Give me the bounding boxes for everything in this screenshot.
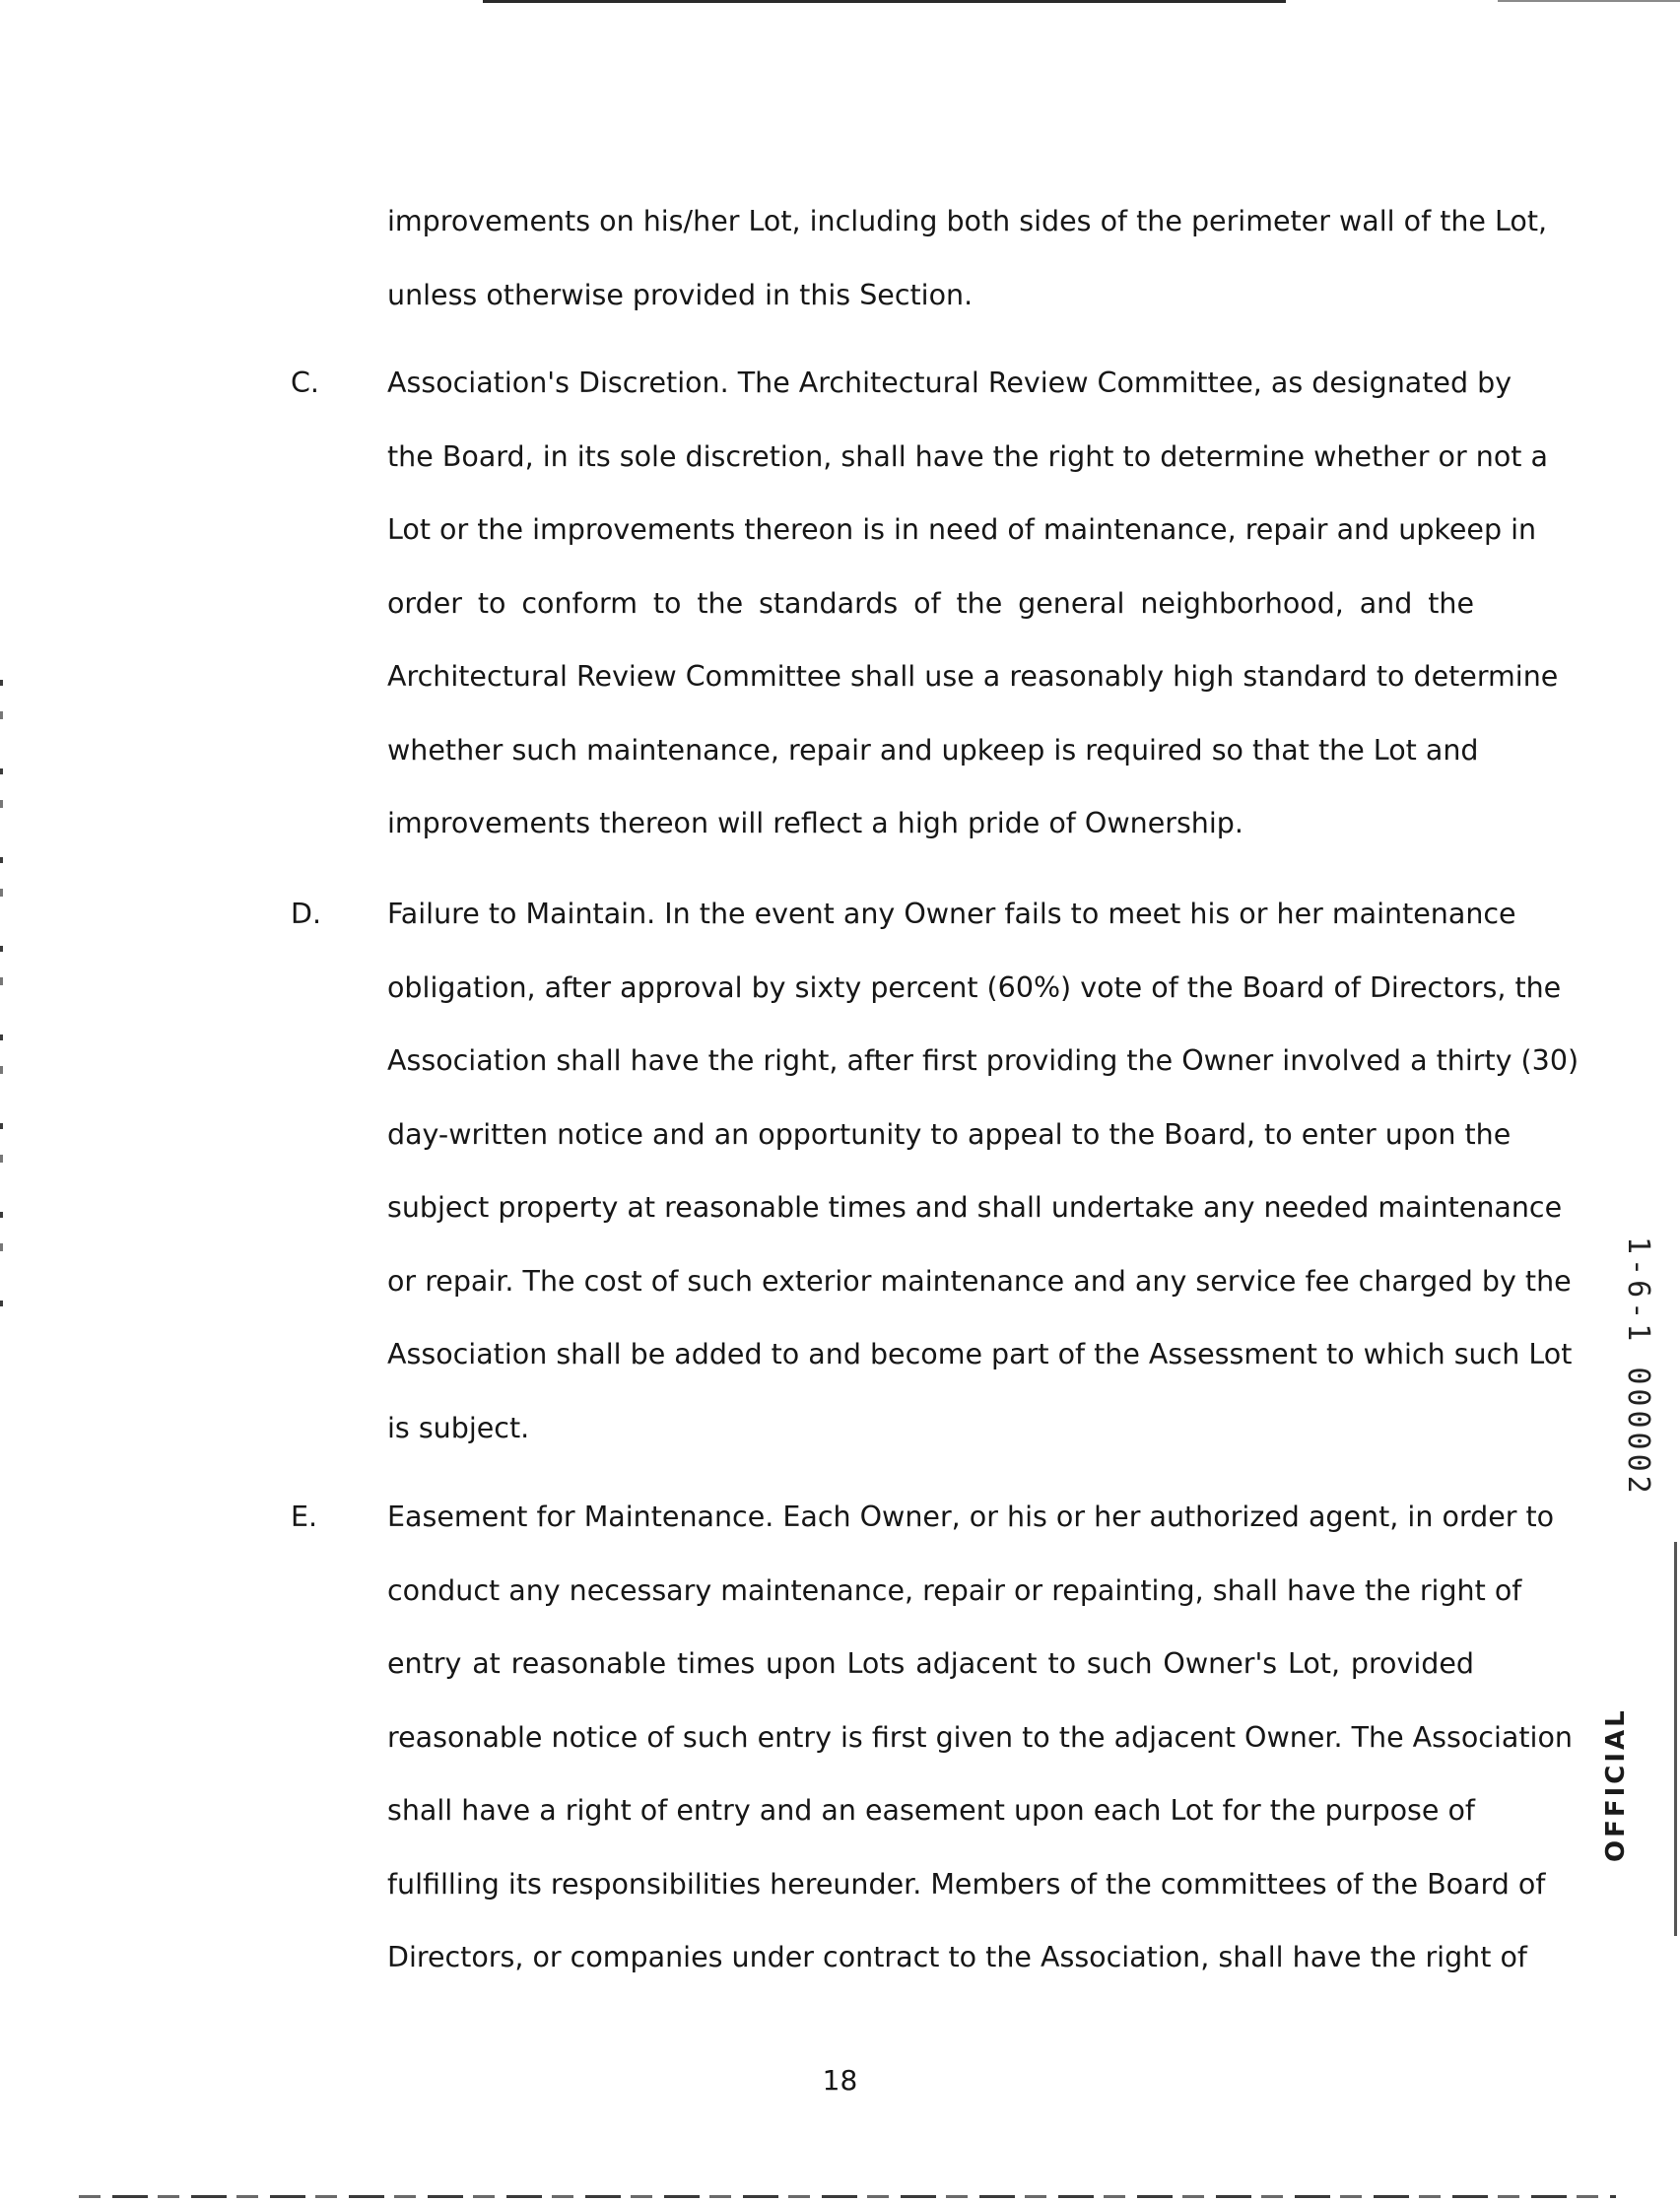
text-line: improvements thereon will reflect a high pride of Ownership. [387, 807, 1243, 839]
scan-edge-top [483, 0, 1286, 3]
scan-edge-right [1674, 1542, 1677, 1936]
scan-edge-left [0, 680, 3, 1310]
text-line: Lot or the improvements thereon is in need of maintenance, repair and upkeep in [387, 513, 1537, 546]
text-line: is subject. [387, 1411, 530, 1444]
scan-edge-bottom [79, 2195, 1616, 2198]
section-e-paragraph [387, 1481, 1573, 1995]
text-line: Association shall be added to and become part of the Assessment to which such Lot [387, 1338, 1573, 1370]
text-line: Association's Discretion. The Architectural Review Committee, as designated by [387, 367, 1512, 399]
text-line: Failure to Maintain. In the event any Owner fails to meet his or her maintenance [387, 898, 1516, 930]
text-line: subject property at reasonable times and shall undertake any needed maintenance [387, 1191, 1563, 1224]
text-line: obligation, after approval by sixty percent (60%) vote of the Board of Directors, the [387, 970, 1562, 1004]
intro-paragraph [387, 185, 1548, 332]
text-line: Association shall have the right, after first providing the Owner involved a thirty (30) [387, 1044, 1579, 1077]
text-line: Directors, or companies under contract to the Association, shall have the right of [387, 1941, 1527, 1973]
text-line: reasonable notice of such entry is first given to the adjacent Owner. The Association [387, 1720, 1573, 1754]
section-d-paragraph [387, 878, 1579, 1465]
text-line: day-written notice and an opportunity to appeal to the Board, to enter upon the [387, 1117, 1512, 1151]
section-letter-c: C. [291, 367, 319, 399]
official-records-stamp: OFFICIAL [1601, 1707, 1631, 1862]
text-line: or repair. The cost of such exterior maintenance and any service fee charged by the [387, 1264, 1572, 1298]
text-line: improvements on his/her Lot, including both sides of the perimeter wall of the Lot, [387, 205, 1548, 237]
section-letter-e: E. [291, 1501, 318, 1533]
section-letter-d: D. [291, 898, 322, 930]
page-number: 18 [822, 2064, 858, 2097]
text-line: fulfilling its responsibilities hereunder. Members of the committees of the Board of [387, 1867, 1546, 1901]
text-line: whether such maintenance, repair and upkeep is required so that the Lot and [387, 733, 1479, 767]
text-line: the Board, in its sole discretion, shall have the right to determine whether or not a [387, 439, 1548, 473]
text-line: entry at reasonable times upon Lots adjacent to such Owner's Lot, provided [387, 1647, 1474, 1680]
text-line: shall have a right of entry and an easement upon each Lot for the purpose of [387, 1794, 1475, 1827]
scan-edge-top-right [1498, 0, 1680, 2]
text-line: Architectural Review Committee shall use a reasonably high standard to determine [387, 660, 1559, 693]
text-line: order to conform to the standards of the general neighborhood, and the [387, 586, 1474, 620]
section-c-paragraph [387, 347, 1559, 861]
text-line: Easement for Maintenance. Each Owner, or his or her authorized agent, in order to [387, 1501, 1555, 1533]
text-line: conduct any necessary maintenance, repair or repainting, shall have the right of [387, 1573, 1522, 1607]
recording-number-stamp: 1-6-1 000002 [1621, 1236, 1655, 1498]
text-line: unless otherwise provided in this Section. [387, 278, 974, 311]
